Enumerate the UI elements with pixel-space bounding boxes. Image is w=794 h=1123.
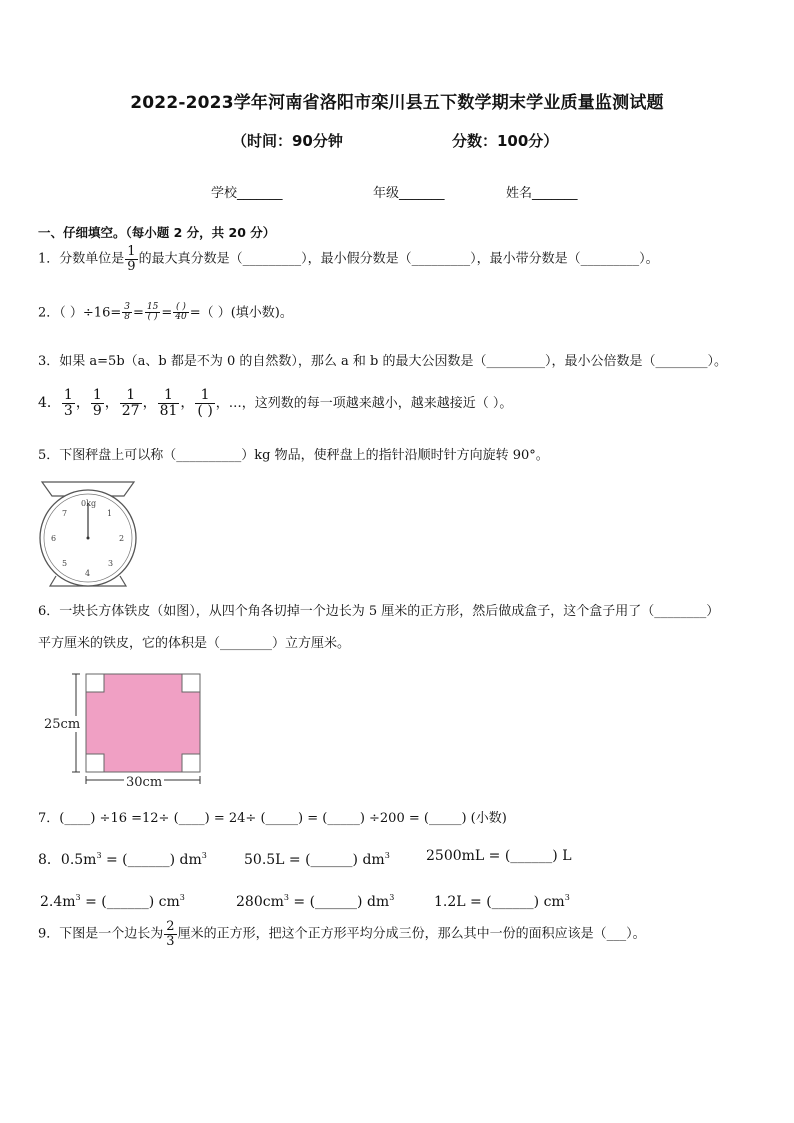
q1-number: 1．分数单位是 bbox=[38, 251, 125, 267]
fraction: $\frac{3}{8}$ bbox=[124, 302, 130, 323]
question-3: 3．如果 a=5b（a、b 都是不为 0 的自然数），那么 a 和 b 的最大公因数是（_________），最小公倍数是（________）。 bbox=[38, 354, 727, 369]
scale-number: 4 bbox=[85, 569, 91, 578]
scale-number: 7 bbox=[62, 509, 68, 518]
scale-number: 6 bbox=[51, 534, 57, 543]
scale-figure bbox=[36, 478, 140, 590]
question-8-conversion: 2500mL = (______) L bbox=[426, 848, 572, 864]
question-8-line-2: $2.4m^3$ = (______) $cm^3$ bbox=[40, 893, 185, 910]
scale-number: 3 bbox=[108, 559, 114, 568]
question-8-line-1: 8．$0.5m^3$ = (______) $dm^3$ bbox=[38, 851, 207, 868]
exam-time: （时间：90分钟 bbox=[232, 132, 343, 150]
question-7: 7．(____) ÷16 =12÷ (____) = 24÷ (_____) = (_____) ÷200 = (_____) (小数) bbox=[38, 811, 507, 826]
school-field: 学校_______ bbox=[211, 186, 283, 201]
scale-number: 5 bbox=[62, 559, 68, 568]
question-1 bbox=[38, 245, 659, 273]
fraction: $\frac{( )}{40}$ bbox=[175, 302, 187, 323]
fraction: $\frac{1}{9}$ bbox=[127, 244, 136, 274]
fraction: $\frac{1}{81}$ bbox=[159, 387, 178, 419]
name-field: 姓名_______ bbox=[506, 186, 578, 201]
scale-number: 2 bbox=[119, 534, 125, 543]
scale-number: 1 bbox=[107, 509, 113, 518]
grade-field: 年级_______ bbox=[373, 186, 445, 201]
fraction: $\frac{1}{9}$ bbox=[92, 387, 102, 419]
question-5: 5．下图秤盘上可以称（__________）kg 物品，使秤盘上的指针沿顺时针方向旋转 90°。 bbox=[38, 448, 549, 463]
question-8-conversion: $280cm^3$ = (______) $dm^3$ bbox=[236, 893, 395, 910]
fraction: $\frac{2}{3}$ bbox=[166, 919, 175, 949]
question-4: 4． $\frac{1}{3}$ ， $\frac{1}{9}$ ， $\frac{1}{27}$ ， $\frac{1}{81}$ ， $\frac{1}{( )}$ ，…，这列数的每一项越来越小，越来越接近（ ）。 bbox=[38, 387, 513, 419]
q1-text: 的最大真分数是（_________），最小假分数是（_________），最小带分数是（_________）。 bbox=[138, 251, 659, 267]
fraction: $\frac{15}{( )}$ bbox=[146, 302, 159, 323]
question-9: 9．下图是一个边长为 $\frac{2}{3}$ 厘米的正方形，把这个正方形平均分成三份，那么其中一份的面积应该是（___）。 bbox=[38, 919, 646, 949]
question-6-line-2: 平方厘米的铁皮，它的体积是（________）立方厘米。 bbox=[38, 636, 351, 651]
page-title: 2022-2023学年河南省洛阳市栾川县五下数学期末学业质量监测试题 bbox=[130, 93, 664, 113]
question-2: 2．（ ）÷16= $\frac{3}{8}$ = $\frac{15}{( )}$ = $\frac{( )}{40}$ =（ ）(填小数)。 bbox=[38, 302, 293, 323]
scale-zero-label: 0kg bbox=[81, 499, 97, 508]
question-6-line-1: 6．一块长方体铁皮（如图），从四个角各切掉一个边长为 5 厘米的正方形，然后做成盒子，这个盒子用了（________） bbox=[38, 604, 720, 619]
question-8-conversion: 50.5L = (______) $dm^3$ bbox=[244, 851, 390, 868]
fraction: $\frac{1}{27}$ bbox=[121, 387, 140, 419]
fraction: $\frac{1}{3}$ bbox=[63, 387, 73, 419]
question-8-conversion: 1.2L = (______) $cm^3$ bbox=[434, 893, 570, 910]
exam-score: 分数：100分） bbox=[452, 132, 559, 150]
fraction: $\frac{1}{( )}$ bbox=[197, 387, 213, 419]
width-label: 30cm bbox=[126, 775, 163, 790]
height-label: 25cm bbox=[44, 717, 81, 732]
iron-sheet-figure bbox=[42, 668, 212, 792]
section-heading: 一、仔细填空。（每小题 2 分，共 20 分） bbox=[38, 225, 276, 240]
